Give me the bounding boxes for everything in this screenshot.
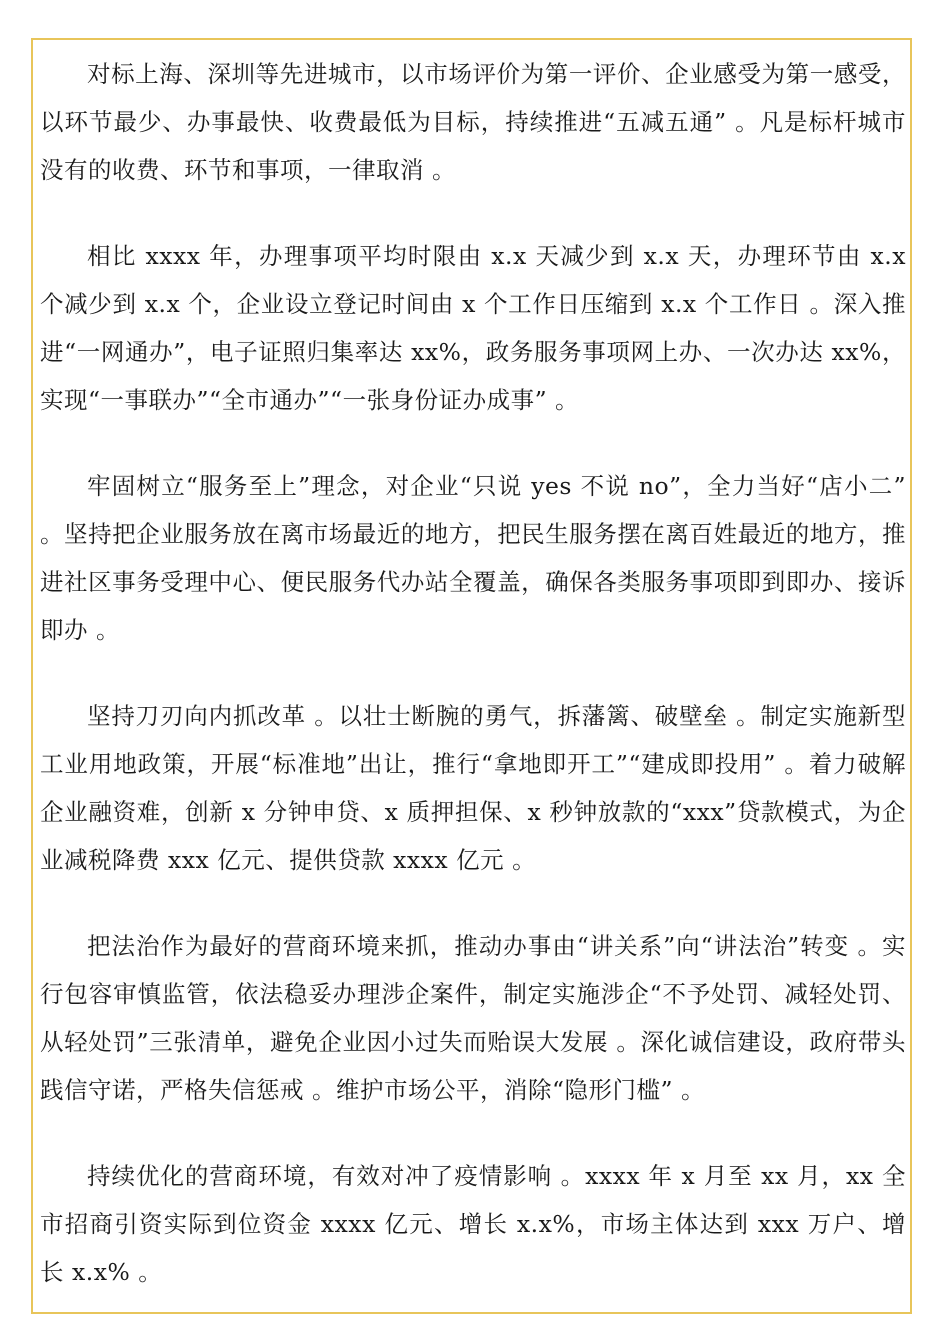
paragraph-4: 坚持刀刃向内抓改革 。以壮士断腕的勇气，拆藩篱、破壁垒 。制定实施新型工业用地政策，开展“标准地”出让，推行“拿地即开工”“建成即投用” 。着力破解企业融资难，创新 x 分钟申贷、x 质押担保、x 秒钟放款的“xxx”贷款模式，为企业减税降费 xxx 亿元、提供贷款 xxxx 亿元 。 xyxy=(40,702,906,874)
paragraph-1: 对标上海、深圳等先进城市，以市场评价为第一评价、企业感受为第一感受，以环节最少、办事最快、收费最低为目标，持续推进“五减五通” 。凡是标杆城市没有的收费、环节和事项，一律取消 。 xyxy=(40,60,906,184)
paragraph-5: 把法治作为最好的营商环境来抓，推动办事由“讲关系”向“讲法治”转变 。实行包容审慎监管，依法稳妥办理涉企案件，制定实施涉企“不予处罚、减轻处罚、从轻处罚”三张清单，避免企业因小过失而贻误大发展 。深化诚信建设，政府带头践信守诺，严格失信惩戒 。维护市场公平，消除“隐形门槛” 。 xyxy=(40,932,906,1104)
document-body xyxy=(40,50,906,1334)
paragraph-3: 牢固树立“服务至上”理念，对企业“只说 yes 不说 no”，全力当好“店小二” 。坚持把企业服务放在离市场最近的地方，把民生服务摆在离百姓最近的地方，推进社区事务受理中心、便民服务代办站全覆盖，确保各类服务事项即到即办、接诉即办 。 xyxy=(40,472,906,644)
paragraph-6: 持续优化的营商环境，有效对冲了疫情影响 。xxxx 年 x 月至 xx 月，xx 全市招商引资实际到位资金 xxxx 亿元、增长 x.x%，市场主体达到 xxx 万户、增长 x.x% 。 xyxy=(40,1162,906,1286)
paragraph-2: 相比 xxxx 年，办理事项平均时限由 x.x 天减少到 x.x 天，办理环节由 x.x 个减少到 x.x 个，企业设立登记时间由 x 个工作日压缩到 x.x 个工作日 。深入推进“一网通办”，电子证照归集率达 xx%，政务服务事项网上办、一次办达 xx%，实现“一事联办”“全市通办”“一张身份证办成事” 。 xyxy=(40,242,906,414)
